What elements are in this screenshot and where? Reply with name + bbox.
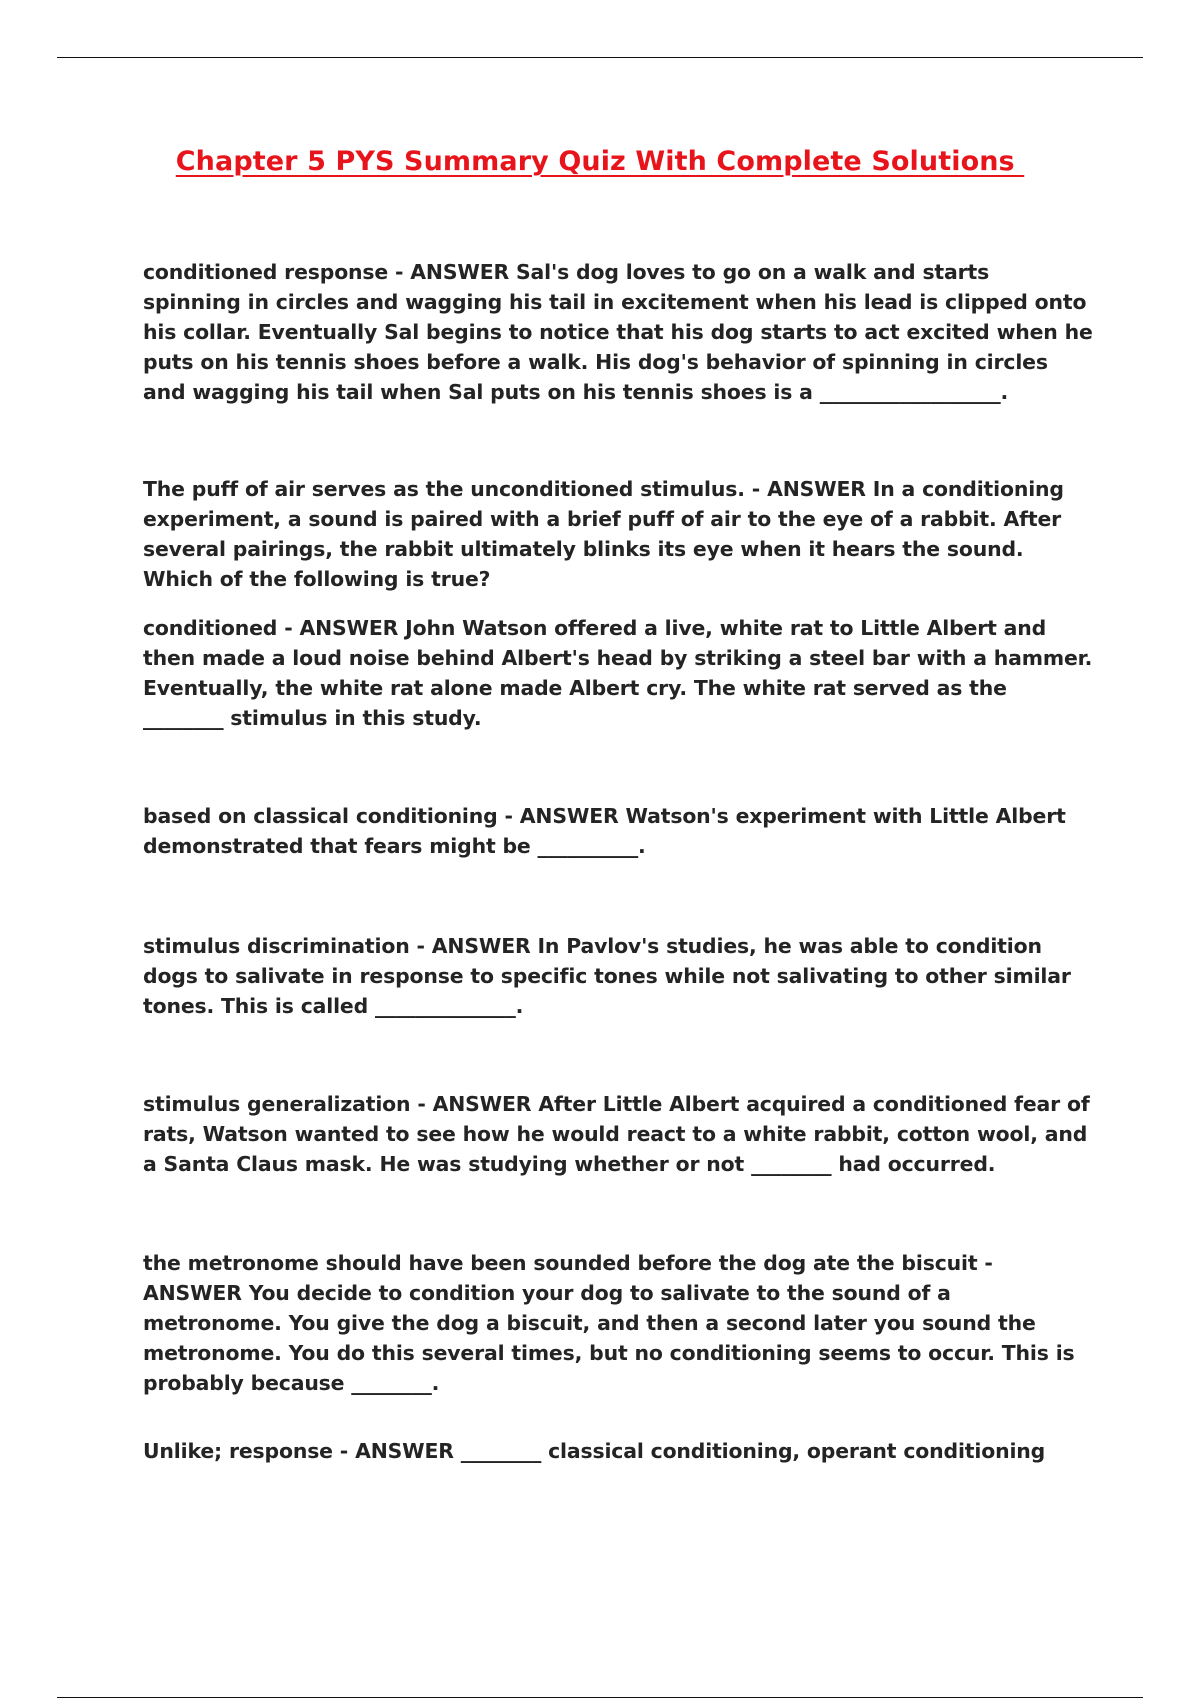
- qa-item-1: [143, 257, 1093, 407]
- qa-question: Sal's dog loves to go on a walk and starts spinning in circles and wagging his tail in excitement when his lead is clipped onto his collar. Eventually Sal begins to notice that his dog starts to act excited when he puts on his tennis shoes before a walk. His dog's behavior of spinning in circles and wagging his tail when Sal puts on his tennis shoes is a __________________.: [143, 260, 1093, 404]
- document-title: Chapter 5 PYS Summary Quiz With Complete Solutions: [175, 146, 1025, 177]
- qa-item-6: [143, 1089, 1093, 1179]
- qa-answer: based on classical conditioning: [143, 804, 498, 828]
- qa-item-4: [143, 801, 1093, 861]
- qa-separator: - ANSWER: [388, 260, 517, 284]
- title-container: [0, 146, 1200, 177]
- qa-item-5: [143, 931, 1093, 1021]
- qa-separator: - ANSWER: [143, 1251, 993, 1305]
- qa-question: You decide to condition your dog to salivate to the sound of a metronome. You give the dog a biscuit, and then a second later you sound the metronome. You do this several times, but no conditioning seems to occur. This is probably because ________.: [143, 1281, 1075, 1395]
- qa-item-2: [143, 474, 1093, 594]
- qa-question: After Little Albert acquired a conditioned fear of rats, Watson wanted to see how he would react to a white rabbit, cotton wool, and a Santa Claus mask. He was studying whether or not ________ had occurred.: [143, 1092, 1090, 1176]
- qa-question: In a conditioning experiment, a sound is paired with a brief puff of air to the eye of a rabbit. After several pairings, the rabbit ultimately blinks its eye when it hears the sound. Which of the following is true?: [143, 477, 1064, 591]
- qa-answer: The puff of air serves as the unconditioned stimulus.: [143, 477, 745, 501]
- qa-answer: conditioned response: [143, 260, 389, 284]
- qa-answer: conditioned: [143, 616, 278, 640]
- qa-separator: - ANSWER: [410, 1092, 539, 1116]
- qa-separator: - ANSWER: [409, 934, 538, 958]
- qa-question: ________ classical conditioning, operant conditioning: [460, 1439, 1046, 1463]
- bottom-rule: [57, 1697, 1143, 1698]
- qa-separator: - ANSWER: [497, 804, 626, 828]
- qa-answer: stimulus discrimination: [143, 934, 410, 958]
- qa-item-7: [143, 1248, 1093, 1398]
- qa-separator: - ANSWER: [744, 477, 873, 501]
- qa-answer: the metronome should have been sounded before the dog ate the biscuit: [143, 1251, 978, 1275]
- qa-question: In Pavlov's studies, he was able to condition dogs to salivate in response to specific tones while not salivating to other similar tones. This is called ______________.: [143, 934, 1071, 1018]
- qa-item-3: [143, 613, 1093, 733]
- qa-answer: Unlike; response: [143, 1439, 333, 1463]
- qa-item-8: [143, 1436, 1093, 1466]
- qa-separator: - ANSWER: [332, 1439, 461, 1463]
- qa-question: John Watson offered a live, white rat to Little Albert and then made a loud noise behind Albert's head by striking a steel bar with a hammer. Eventually, the white rat alone made Albert cry. The white rat served as the ________ stimulus in this study.: [143, 616, 1093, 730]
- qa-separator: - ANSWER: [277, 616, 406, 640]
- qa-answer: stimulus generalization: [143, 1092, 411, 1116]
- top-rule: [57, 57, 1143, 58]
- qa-question: Watson's experiment with Little Albert demonstrated that fears might be __________.: [143, 804, 1066, 858]
